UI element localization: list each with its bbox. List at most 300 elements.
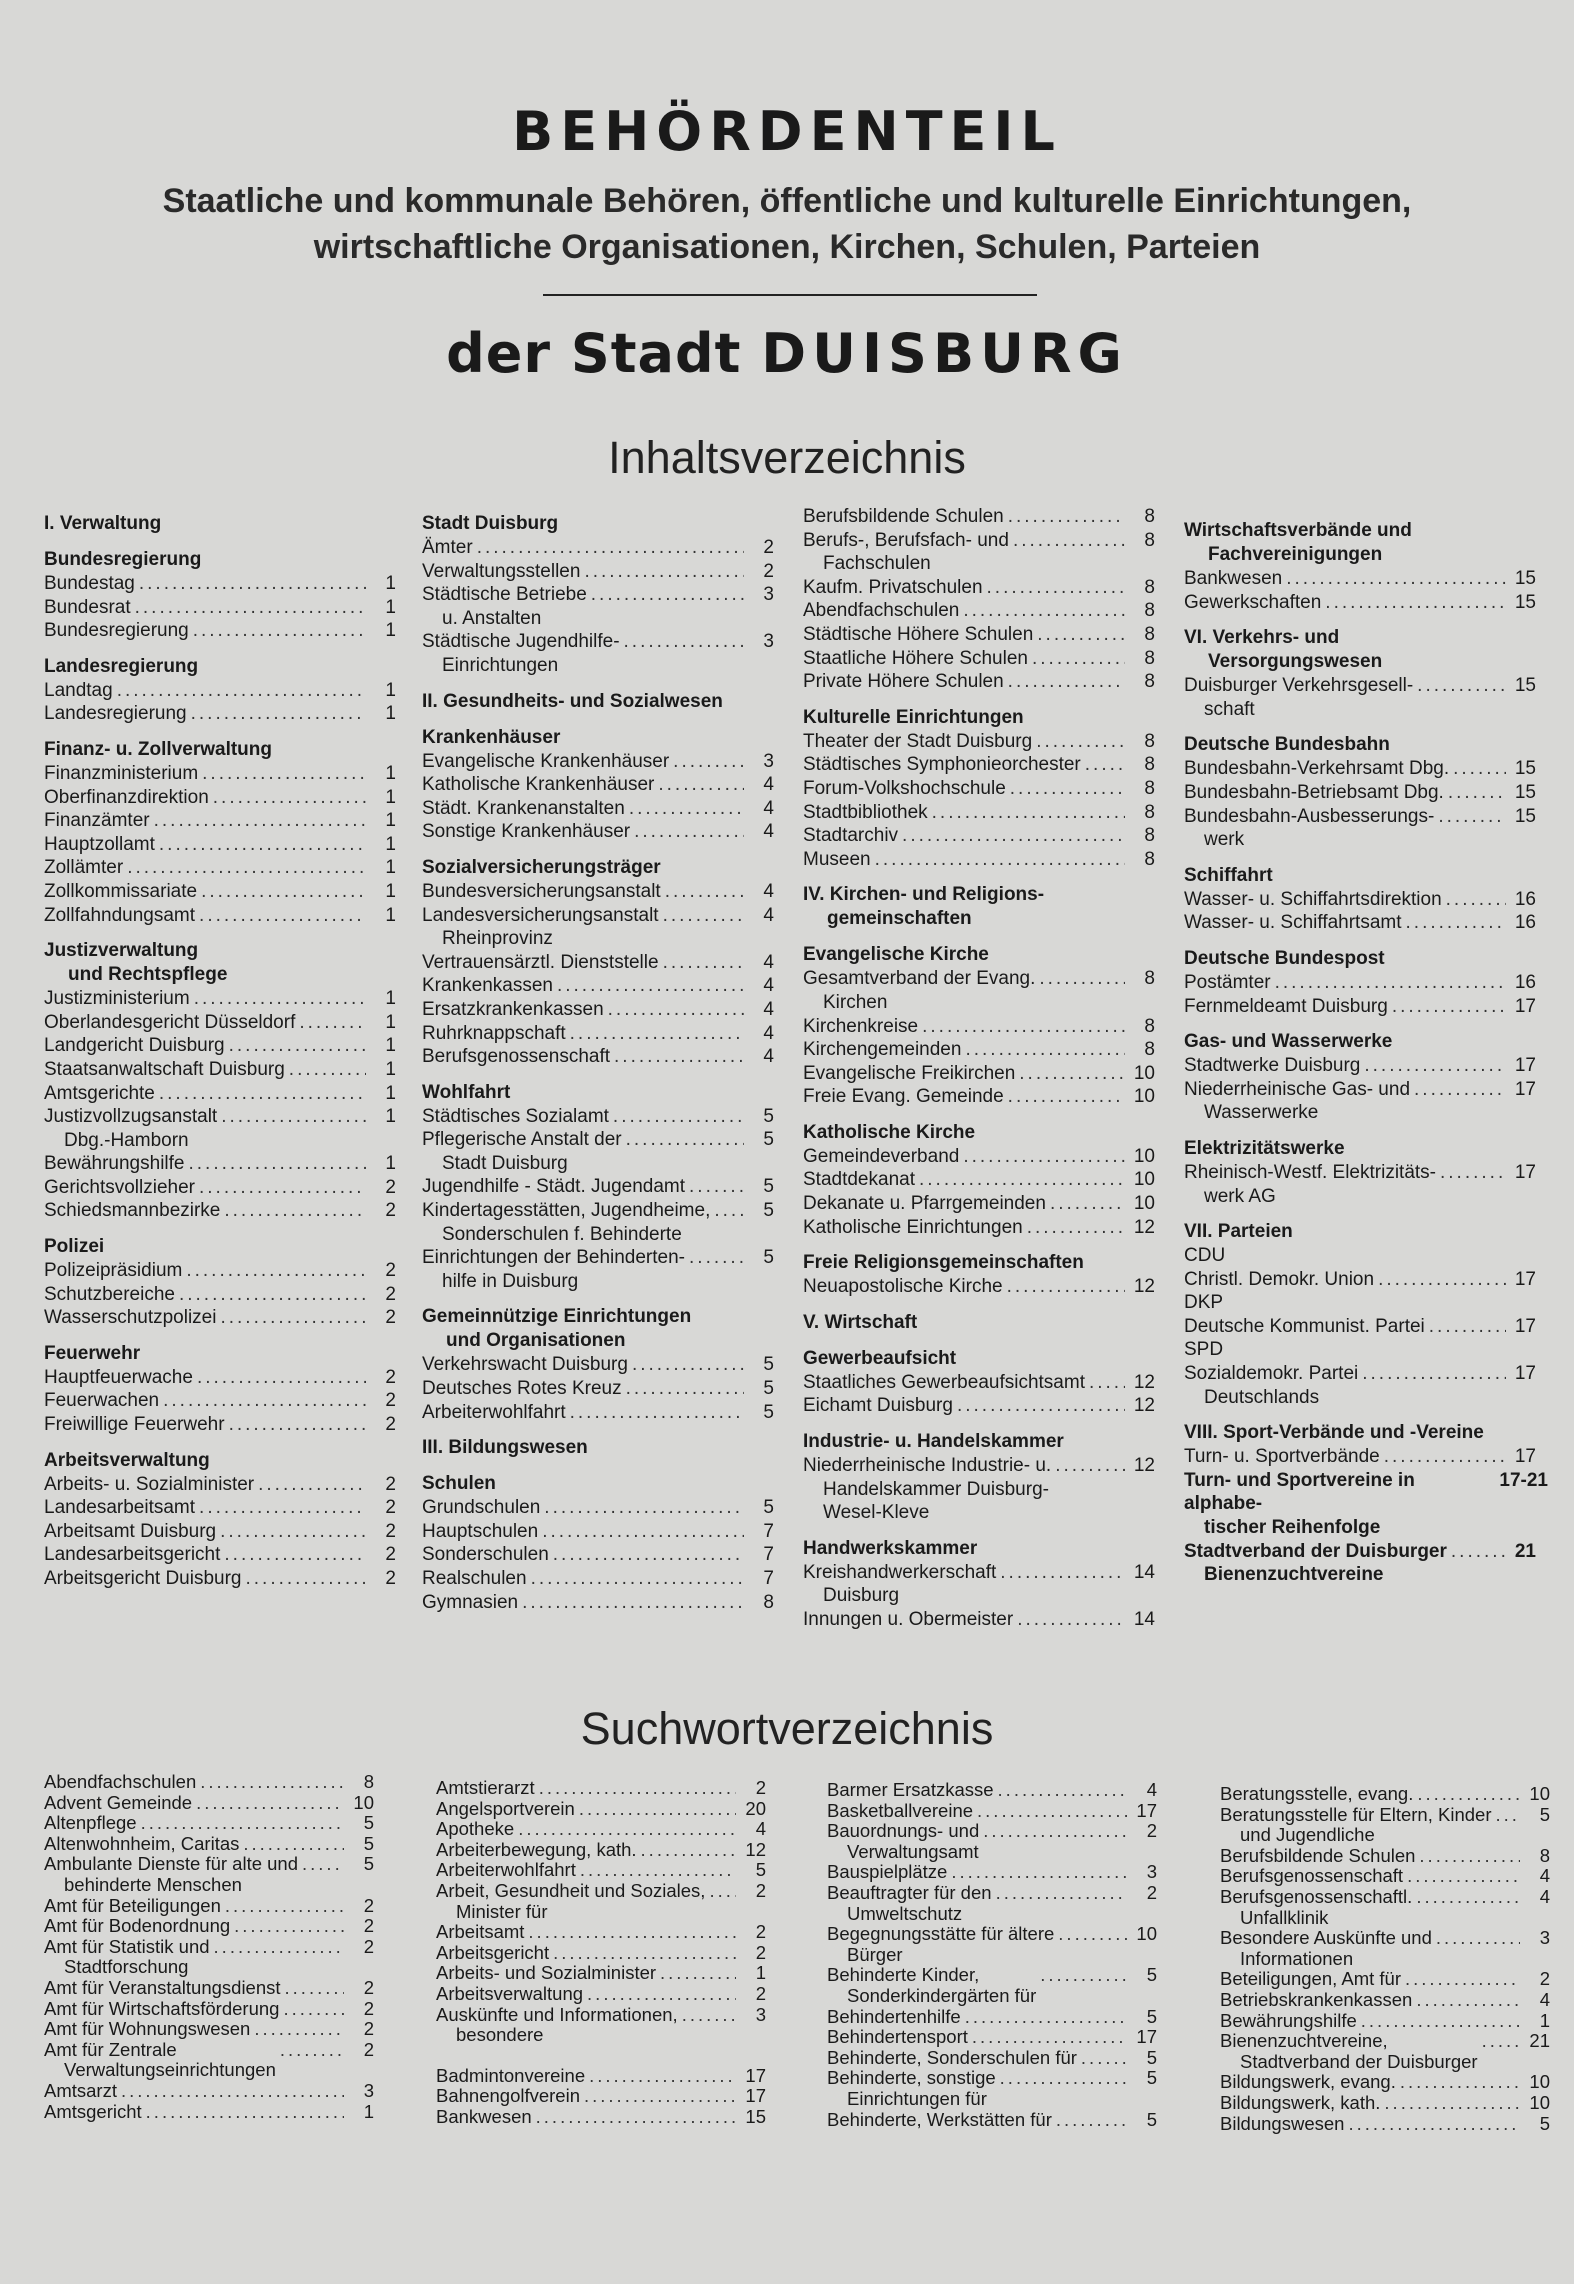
- entry-line: Städtische Jugendhilfe-: [422, 631, 620, 653]
- entry-text: [803, 1275, 1003, 1299]
- entry-text: [44, 880, 197, 904]
- page-number: 2: [385, 1283, 396, 1305]
- dot-leader: [1436, 1928, 1520, 1949]
- page-number: 17: [1514, 1055, 1536, 1077]
- page-number: 8: [1144, 848, 1155, 870]
- entry-line: Bankwesen: [436, 2105, 532, 2127]
- dot-leader: [963, 1145, 1125, 1169]
- entry-line: Bewährungshilfe: [44, 1153, 185, 1175]
- page-number: 5: [763, 1497, 774, 1519]
- entry-line: Ämter: [422, 537, 473, 558]
- entry-row: [422, 880, 774, 904]
- page-number: 17: [1514, 1161, 1536, 1183]
- entry-row: [436, 1840, 766, 1861]
- entry-text: [827, 1821, 979, 1862]
- page-number: 5: [363, 1812, 374, 1834]
- dot-leader: [987, 576, 1125, 600]
- page-number: 2: [755, 1879, 766, 1901]
- dot-leader: [220, 1306, 366, 1330]
- page-number: 21: [1514, 1540, 1536, 1562]
- entry-text: [44, 679, 113, 703]
- entry-text: [44, 1813, 137, 1834]
- entry-line: Jugendhilfe - Städt. Jugendamt: [422, 1176, 686, 1198]
- dot-leader: [1416, 1990, 1520, 2011]
- dot-leader: [518, 1819, 736, 1840]
- entry-text: [803, 599, 959, 623]
- entry-text: [1184, 911, 1402, 935]
- dot-leader: [1027, 1216, 1125, 1240]
- page-number: 4: [1146, 1779, 1157, 1800]
- entry-text: [422, 974, 553, 998]
- page-number: 10: [1136, 1923, 1157, 1945]
- page-number: 2: [363, 1915, 374, 1937]
- entry-line: Verwaltungseinrichtungen: [64, 2059, 276, 2081]
- entry-row: [803, 1192, 1155, 1216]
- index-title: Suchwortverzeichnis: [580, 1703, 994, 1754]
- entry-line: Amtsgericht: [44, 2100, 142, 2122]
- entry-line: Kirchen: [823, 991, 888, 1013]
- entry-text: [44, 904, 195, 928]
- entry-row: [1220, 1928, 1550, 1969]
- entry-line: Arbeiterwohlfahrt: [422, 1401, 566, 1423]
- page-subtitle: [0, 178, 1574, 270]
- entry-line: Bundesregierung: [44, 620, 189, 642]
- dot-leader: [1362, 1362, 1506, 1386]
- entry-text: [44, 1543, 220, 1567]
- page-number: 5: [763, 1105, 774, 1127]
- dot-leader: [1008, 1085, 1125, 1109]
- entry-text: [44, 1916, 230, 1937]
- section-heading-line: Deutsche Bundesbahn: [1184, 734, 1390, 756]
- dot-leader: [254, 2019, 344, 2040]
- dot-leader: [224, 1543, 366, 1567]
- dot-leader: [1361, 2011, 1520, 2032]
- entry-text: [1220, 1846, 1415, 1867]
- dot-leader: [1275, 971, 1506, 995]
- entry-line: Einrichtungen für: [847, 2087, 987, 2109]
- page-number: 8: [363, 1771, 374, 1792]
- entry-text: [803, 1371, 1085, 1395]
- section-heading: [44, 1449, 396, 1473]
- entry-text: [44, 619, 189, 643]
- section-heading: [803, 1311, 1155, 1335]
- page-number: 17: [1514, 1363, 1536, 1385]
- entry-line: Altenwohnheim, Caritas: [44, 1832, 240, 1854]
- section-heading-line: Fachvereinigungen: [1208, 544, 1383, 565]
- entry-text: [44, 1999, 279, 2020]
- entry-line: Verkehrswacht Duisburg: [422, 1354, 628, 1376]
- entry-row: [1220, 1805, 1550, 1846]
- entry-row: [44, 1520, 396, 1544]
- entry-line: Bahnengolfverein: [436, 2085, 580, 2107]
- section-heading-line: Deutsche Bundespost: [1184, 947, 1385, 969]
- entry-text: [436, 1943, 549, 1964]
- entry-text: [422, 904, 659, 951]
- dot-leader: [121, 2081, 344, 2102]
- entry-text: [1184, 995, 1388, 1019]
- entry-line: Neuapostolische Kirche: [803, 1276, 1003, 1298]
- entry-line: Arbeits- u. Sozialminister: [44, 1473, 255, 1495]
- dot-leader: [197, 1366, 366, 1390]
- page-number: 1: [385, 1058, 396, 1080]
- entry-line: Behinderte Kinder,: [827, 1964, 980, 1986]
- entry-text: [44, 1366, 193, 1390]
- entry-line: Arbeit, Gesundheit und Soziales,: [436, 1879, 706, 1901]
- dot-leader: [280, 2040, 344, 2061]
- dot-leader: [951, 1862, 1127, 1883]
- dot-leader: [539, 1778, 736, 1799]
- entry-line: Amtsarzt: [44, 2079, 117, 2101]
- entry-text: [44, 1082, 155, 1106]
- section-heading-line: Industrie- u. Handelskammer: [803, 1431, 1064, 1453]
- entry-line: Bundesbahn-Ausbesserungs-: [1184, 805, 1435, 827]
- page-number: 2: [363, 2038, 374, 2060]
- section-heading: [1184, 947, 1536, 971]
- dot-leader: [1017, 1608, 1125, 1632]
- entry-row: [803, 824, 1155, 848]
- dot-leader: [1384, 2093, 1520, 2114]
- entry-line: Ersatzkrankenkassen: [422, 998, 604, 1020]
- entry-line: Bundesrat: [44, 596, 131, 618]
- dot-leader: [663, 951, 744, 975]
- dot-leader: [1384, 1445, 1506, 1469]
- entry-line: Finanzministerium: [44, 762, 199, 784]
- entry-row: [422, 951, 774, 975]
- dot-leader: [127, 856, 366, 880]
- city-title-prefix: der Stadt: [446, 322, 742, 385]
- party-abbreviation: CDU: [1184, 1245, 1226, 1267]
- entry-text: [422, 1401, 566, 1425]
- page-number: 2: [385, 1307, 396, 1329]
- entry-row: [1184, 1054, 1536, 1078]
- page-title: BEHÖRDENTEIL: [512, 100, 1062, 163]
- section-heading-line: Stadt Duisburg: [422, 513, 559, 534]
- dot-leader: [1010, 777, 1125, 801]
- entry-line: Betriebskrankenkassen: [1220, 1988, 1413, 2010]
- page-number: 8: [763, 1591, 774, 1613]
- page-number: 4: [763, 880, 774, 902]
- page-number: 3: [755, 2003, 766, 2025]
- entry-line: Stadtbibliothek: [803, 801, 928, 823]
- page-number: 4: [763, 998, 774, 1020]
- page-number: 2: [755, 1921, 766, 1943]
- entry-row: [803, 1454, 1155, 1525]
- entry-line: Behinderte, Werkstätten für: [827, 2108, 1052, 2130]
- page-number: 1: [385, 1011, 396, 1033]
- entry-line: Bundesversicherungsanstalt: [422, 880, 661, 902]
- entry-line: Museen: [803, 848, 871, 870]
- entry-line: Berufsgenossenschaftl.: [1220, 1885, 1413, 1907]
- dot-leader: [641, 1840, 736, 1861]
- page-number: 10: [1529, 2071, 1550, 2093]
- entry-text: [44, 1283, 175, 1307]
- entry-text: [44, 1937, 210, 1978]
- page-number: 16: [1514, 888, 1536, 910]
- dot-leader: [1440, 1161, 1506, 1185]
- entry-line: Ruhrknappschaft: [422, 1022, 566, 1044]
- dot-leader: [1007, 1275, 1125, 1299]
- entry-line: Gesamtverband der Evang.: [803, 968, 1036, 990]
- entry-row: [44, 2081, 374, 2102]
- entry-row: [827, 1821, 1157, 1862]
- page-number: 5: [763, 1378, 774, 1400]
- entry-line: Behindertenhilfe: [827, 2005, 961, 2027]
- entry-row: [1220, 1990, 1550, 2011]
- dot-leader: [1419, 1846, 1520, 1867]
- entry-line: Turn- und Sportvereine in alphabe-: [1184, 1469, 1415, 1515]
- entry-row: [1220, 2031, 1550, 2072]
- entry-line: Sonderschulen: [422, 1544, 549, 1566]
- section-heading: [1184, 733, 1536, 757]
- entry-text: [1184, 805, 1434, 852]
- entry-text: [803, 576, 983, 600]
- entry-row: [827, 1780, 1157, 1801]
- section-heading: [803, 943, 1155, 967]
- toc-title: Inhaltsverzeichnis: [608, 432, 966, 483]
- page-number: 1: [385, 1153, 396, 1175]
- page-number: 21: [1529, 2030, 1550, 2052]
- page-number: 2: [385, 1390, 396, 1412]
- page-number: 2: [385, 1544, 396, 1566]
- entry-text: [422, 750, 669, 774]
- section-heading-line: Freie Religionsgemeinschaften: [803, 1252, 1084, 1274]
- entry-text: [803, 529, 1009, 576]
- section-heading: [44, 512, 396, 536]
- entry-line: Amt für Zentrale: [44, 2038, 177, 2060]
- dot-leader: [213, 786, 366, 810]
- entry-line: Amt für Bodenordnung: [44, 1915, 231, 1937]
- entry-text: [44, 1413, 225, 1437]
- entry-line: Katholische Einrichtungen: [803, 1216, 1023, 1238]
- dot-leader: [587, 1984, 736, 2005]
- entry-row: [827, 2007, 1157, 2028]
- page-number: 17: [1514, 1315, 1536, 1337]
- party-label: [1184, 1338, 1536, 1362]
- page-number: 15: [1514, 781, 1536, 803]
- entry-text: [1220, 2072, 1396, 2093]
- page-number: 5: [1539, 1803, 1550, 1825]
- entry-line: Evangelische Krankenhäuser: [422, 750, 670, 772]
- entry-line: Sonderschulen f. Behinderte: [442, 1223, 682, 1245]
- entry-text: [44, 1389, 159, 1413]
- dot-leader: [1406, 911, 1506, 935]
- entry-row: [436, 1799, 766, 1820]
- entry-row: [422, 904, 774, 951]
- entry-line: Private Höhere Schulen: [803, 671, 1004, 693]
- toc-column: [44, 500, 396, 1591]
- entry-text: [1184, 1469, 1484, 1540]
- entry-line: Christl. Demokr. Union: [1184, 1268, 1375, 1290]
- dot-leader: [544, 1496, 744, 1520]
- entry-line: Verwaltungsstellen: [422, 560, 581, 582]
- dot-leader: [243, 1834, 344, 1855]
- dot-leader: [932, 801, 1125, 825]
- entry-text: [1220, 2093, 1380, 2114]
- dot-leader: [245, 1567, 366, 1591]
- entry-line: Stadtverband der Duisburger: [1240, 2050, 1478, 2072]
- entry-row: [803, 848, 1155, 872]
- entry-line: Begegnungsstätte für ältere: [827, 1923, 1055, 1945]
- entry-row: [422, 1377, 774, 1401]
- entry-row: [44, 1496, 396, 1520]
- entry-row: [436, 1984, 766, 2005]
- dot-leader: [1000, 1561, 1125, 1585]
- entry-text: [1184, 674, 1413, 721]
- entry-line: Kaufm. Privatschulen: [803, 576, 983, 598]
- page-number: 4: [763, 774, 774, 796]
- page-number: 5: [763, 1401, 774, 1423]
- entry-row: [422, 1128, 774, 1175]
- entry-row: [422, 1520, 774, 1544]
- entry-row: [1184, 995, 1536, 1019]
- page-number: 14: [1133, 1609, 1155, 1630]
- page-number: 5: [763, 1247, 774, 1269]
- dot-leader: [1414, 1078, 1506, 1102]
- page-number: 1: [385, 833, 396, 855]
- entry-text: [44, 596, 131, 620]
- dot-leader: [258, 1473, 366, 1497]
- entry-row: [827, 2068, 1157, 2109]
- entry-text: [436, 1799, 575, 1820]
- entry-line: und Jugendliche: [1240, 1824, 1375, 1846]
- page-number: 2: [363, 1976, 374, 1998]
- entry-text: [422, 951, 659, 975]
- dot-leader: [1013, 529, 1125, 553]
- entry-line: Arbeiterwohlfahrt: [436, 1859, 576, 1881]
- entry-text: [436, 1778, 535, 1799]
- page-number: 1: [363, 2100, 374, 2122]
- entry-row: [44, 572, 396, 596]
- entry-text: [422, 1496, 540, 1520]
- entry-line: Arbeitsverwaltung: [436, 1982, 584, 2004]
- entry-row: [422, 560, 774, 584]
- dot-leader: [202, 762, 366, 786]
- entry-line: Pflegerische Anstalt der: [422, 1129, 622, 1151]
- page-number: 1: [1539, 2009, 1550, 2031]
- entry-text: [436, 1963, 656, 1984]
- entry-line: Landgericht Duisburg: [44, 1035, 225, 1057]
- section-heading-line: IV. Kirchen- und Religions-: [803, 884, 1045, 906]
- entry-text: [803, 1015, 918, 1039]
- entry-line: Bildungswesen: [1220, 2112, 1345, 2134]
- page-number: 2: [763, 560, 774, 582]
- entry-line: Deutsches Rotes Kreuz: [422, 1378, 622, 1400]
- dot-leader: [141, 1813, 344, 1834]
- page-number: 10: [1133, 1062, 1155, 1084]
- dot-leader: [542, 1520, 744, 1544]
- dot-leader: [196, 1793, 344, 1814]
- entry-text: [422, 773, 654, 797]
- spacer: [436, 2046, 766, 2066]
- entry-line: Gymnasien: [422, 1591, 519, 1613]
- entry-line: Duisburg: [823, 1585, 900, 1607]
- entry-row: [422, 583, 774, 630]
- entry-text: [803, 1608, 1013, 1632]
- page-number: 8: [1144, 730, 1155, 752]
- dot-leader: [201, 880, 366, 904]
- index-column: [44, 1772, 374, 2122]
- entry-text: [44, 987, 190, 1011]
- entry-row: [422, 998, 774, 1022]
- page-number: 8: [1144, 1039, 1155, 1061]
- entry-row: [44, 786, 396, 810]
- entry-line: Angelsportverein: [436, 1797, 575, 1819]
- entry-line: Wasserwerke: [1204, 1102, 1319, 1124]
- entry-line: Wasser- u. Schiffahrtsdirektion: [1184, 888, 1442, 910]
- entry-line: Bundesbahn-Verkehrsamt Dbg.: [1184, 758, 1450, 780]
- page-number: 5: [363, 1853, 374, 1875]
- dot-leader: [531, 1567, 744, 1591]
- page-number: 12: [1133, 1216, 1155, 1238]
- entry-line: Behinderte, Sonderschulen für: [827, 2046, 1077, 2068]
- dot-leader: [626, 1128, 744, 1152]
- entry-text: [44, 1520, 216, 1544]
- entry-text: [1220, 2114, 1344, 2135]
- entry-line: Justizministerium: [44, 988, 190, 1010]
- entry-row: [436, 1881, 766, 1922]
- section-heading-line: V. Wirtschaft: [803, 1311, 918, 1333]
- entry-text: [44, 1105, 217, 1152]
- dot-leader: [522, 1591, 744, 1615]
- page-number: 15: [1514, 591, 1536, 613]
- page-number: 5: [763, 1176, 774, 1198]
- page-number: 2: [1146, 1820, 1157, 1842]
- page-number: 14: [1133, 1561, 1155, 1583]
- dot-leader: [714, 1199, 744, 1223]
- entry-text: [44, 762, 198, 786]
- dot-leader: [570, 1401, 744, 1425]
- section-heading: [44, 939, 396, 987]
- entry-line: Polizeipräsidium: [44, 1260, 183, 1282]
- section-heading-line: Gas- und Wasserwerke: [1184, 1031, 1393, 1053]
- subtitle-line: Staatliche und kommunale Behören, öffentliche und kulturelle Einrichtungen,: [162, 182, 1412, 220]
- entry-text: [422, 1022, 566, 1046]
- entry-line: Sozialdemokr. Partei: [1184, 1363, 1359, 1385]
- entry-line: Hauptzollamt: [44, 833, 155, 855]
- entry-text: [1184, 1268, 1374, 1292]
- entry-row: [436, 2086, 766, 2107]
- page-number: 20: [745, 1797, 766, 1819]
- page-number: 5: [1146, 2067, 1157, 2089]
- dot-leader: [191, 702, 366, 726]
- entry-row: [1220, 2011, 1550, 2032]
- section-heading: [422, 512, 774, 536]
- dot-leader: [1364, 1054, 1506, 1078]
- section-heading-line: gemeinschaften: [827, 908, 972, 930]
- dot-leader: [229, 1034, 366, 1058]
- dot-leader: [221, 1105, 366, 1129]
- entry-text: [1184, 1540, 1447, 1587]
- entry-line: Minister für: [456, 1900, 548, 1922]
- entry-text: [1220, 1928, 1432, 1969]
- page-number: 2: [1539, 1968, 1550, 1990]
- page-number: 2: [385, 1414, 396, 1436]
- section-heading: [803, 1430, 1155, 1454]
- dot-leader: [1446, 888, 1506, 912]
- entry-text: [422, 536, 473, 560]
- dot-leader: [983, 1821, 1127, 1842]
- entry-row: [827, 2027, 1157, 2048]
- entry-text: [422, 998, 604, 1022]
- entry-line: Forum-Volkshochschule: [803, 777, 1006, 799]
- entry-line: Deutschlands: [1204, 1386, 1320, 1408]
- dot-leader: [1085, 753, 1125, 777]
- entry-line: Arbeitsgericht: [436, 1941, 550, 1963]
- entry-line: Finanzämter: [44, 810, 150, 832]
- page-number: 17: [1514, 995, 1536, 1017]
- section-heading: [1184, 626, 1536, 674]
- dot-leader: [634, 820, 744, 844]
